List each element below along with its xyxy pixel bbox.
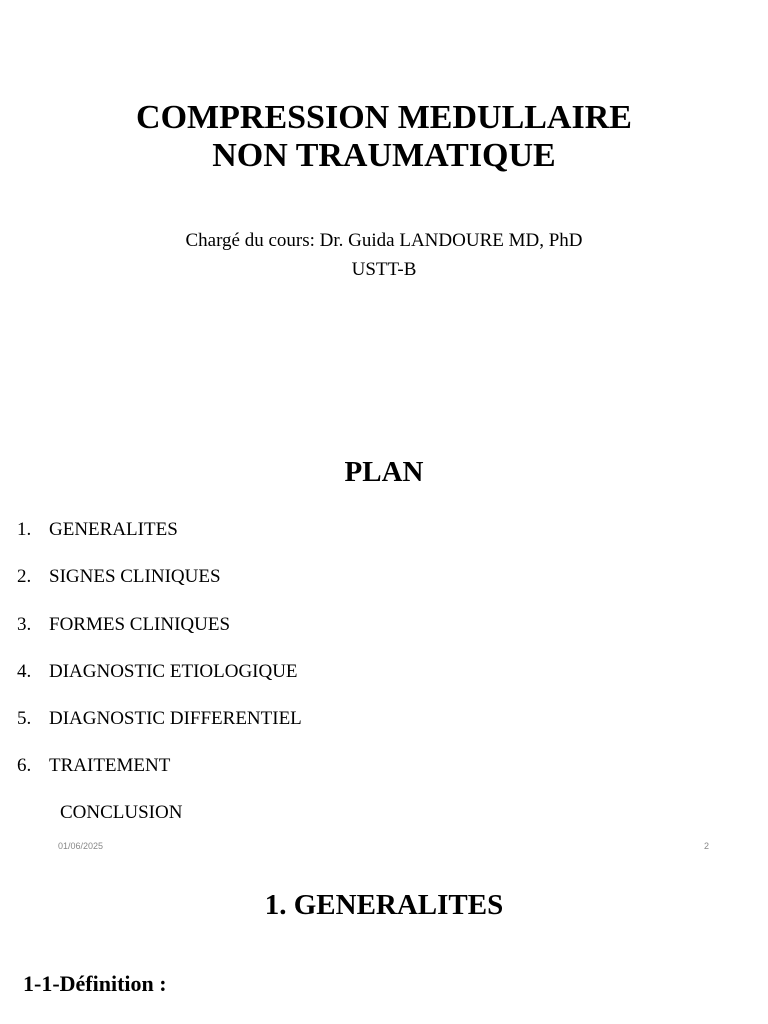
subsection-heading: 1-1-Définition : <box>23 971 167 996</box>
plan-item <box>17 518 302 565</box>
plan-item-label: GENERALITES <box>49 519 178 540</box>
footer-date: 01/06/2025 <box>58 841 104 851</box>
plan-item-label: FORMES CLINIQUES <box>49 613 231 635</box>
plan-heading: PLAN <box>344 456 424 488</box>
plan-conclusion: CONCLUSION <box>60 802 183 823</box>
lecturer-name: Chargé du cours: Dr. Guida LANDOURE MD, PhD <box>185 230 583 251</box>
plan-item-label: DIAGNOSTIC DIFFERENTIEL <box>49 708 302 730</box>
plan-item-label: TRAITEMENT <box>49 755 171 777</box>
title-line-1: COMPRESSION MEDULLAIRE <box>136 99 632 136</box>
title-line-2: NON TRAUMATIQUE <box>212 137 556 174</box>
plan-item-number: 4. <box>17 660 32 682</box>
plan-item <box>17 565 302 612</box>
plan-item-number: 6. <box>17 755 32 777</box>
plan-item-number: 3. <box>17 613 32 635</box>
plan-item-number: 1. <box>17 519 32 540</box>
plan-item-number: 5. <box>17 708 32 730</box>
plan-item-label: DIAGNOSTIC ETIOLOGIQUE <box>49 660 298 682</box>
plan-item-number: 2. <box>17 566 32 588</box>
plan-item <box>17 707 302 754</box>
document-title <box>0 99 768 175</box>
plan-item <box>17 660 302 707</box>
lecturer-block <box>0 226 768 284</box>
plan-list <box>17 518 302 802</box>
plan-item <box>17 613 302 660</box>
plan-item <box>17 754 302 801</box>
institution-name: USTT-B <box>351 259 417 280</box>
section-heading: 1. GENERALITES <box>264 889 504 921</box>
plan-item-label: SIGNES CLINIQUES <box>49 566 221 588</box>
footer-page-number: 2 <box>704 841 710 851</box>
